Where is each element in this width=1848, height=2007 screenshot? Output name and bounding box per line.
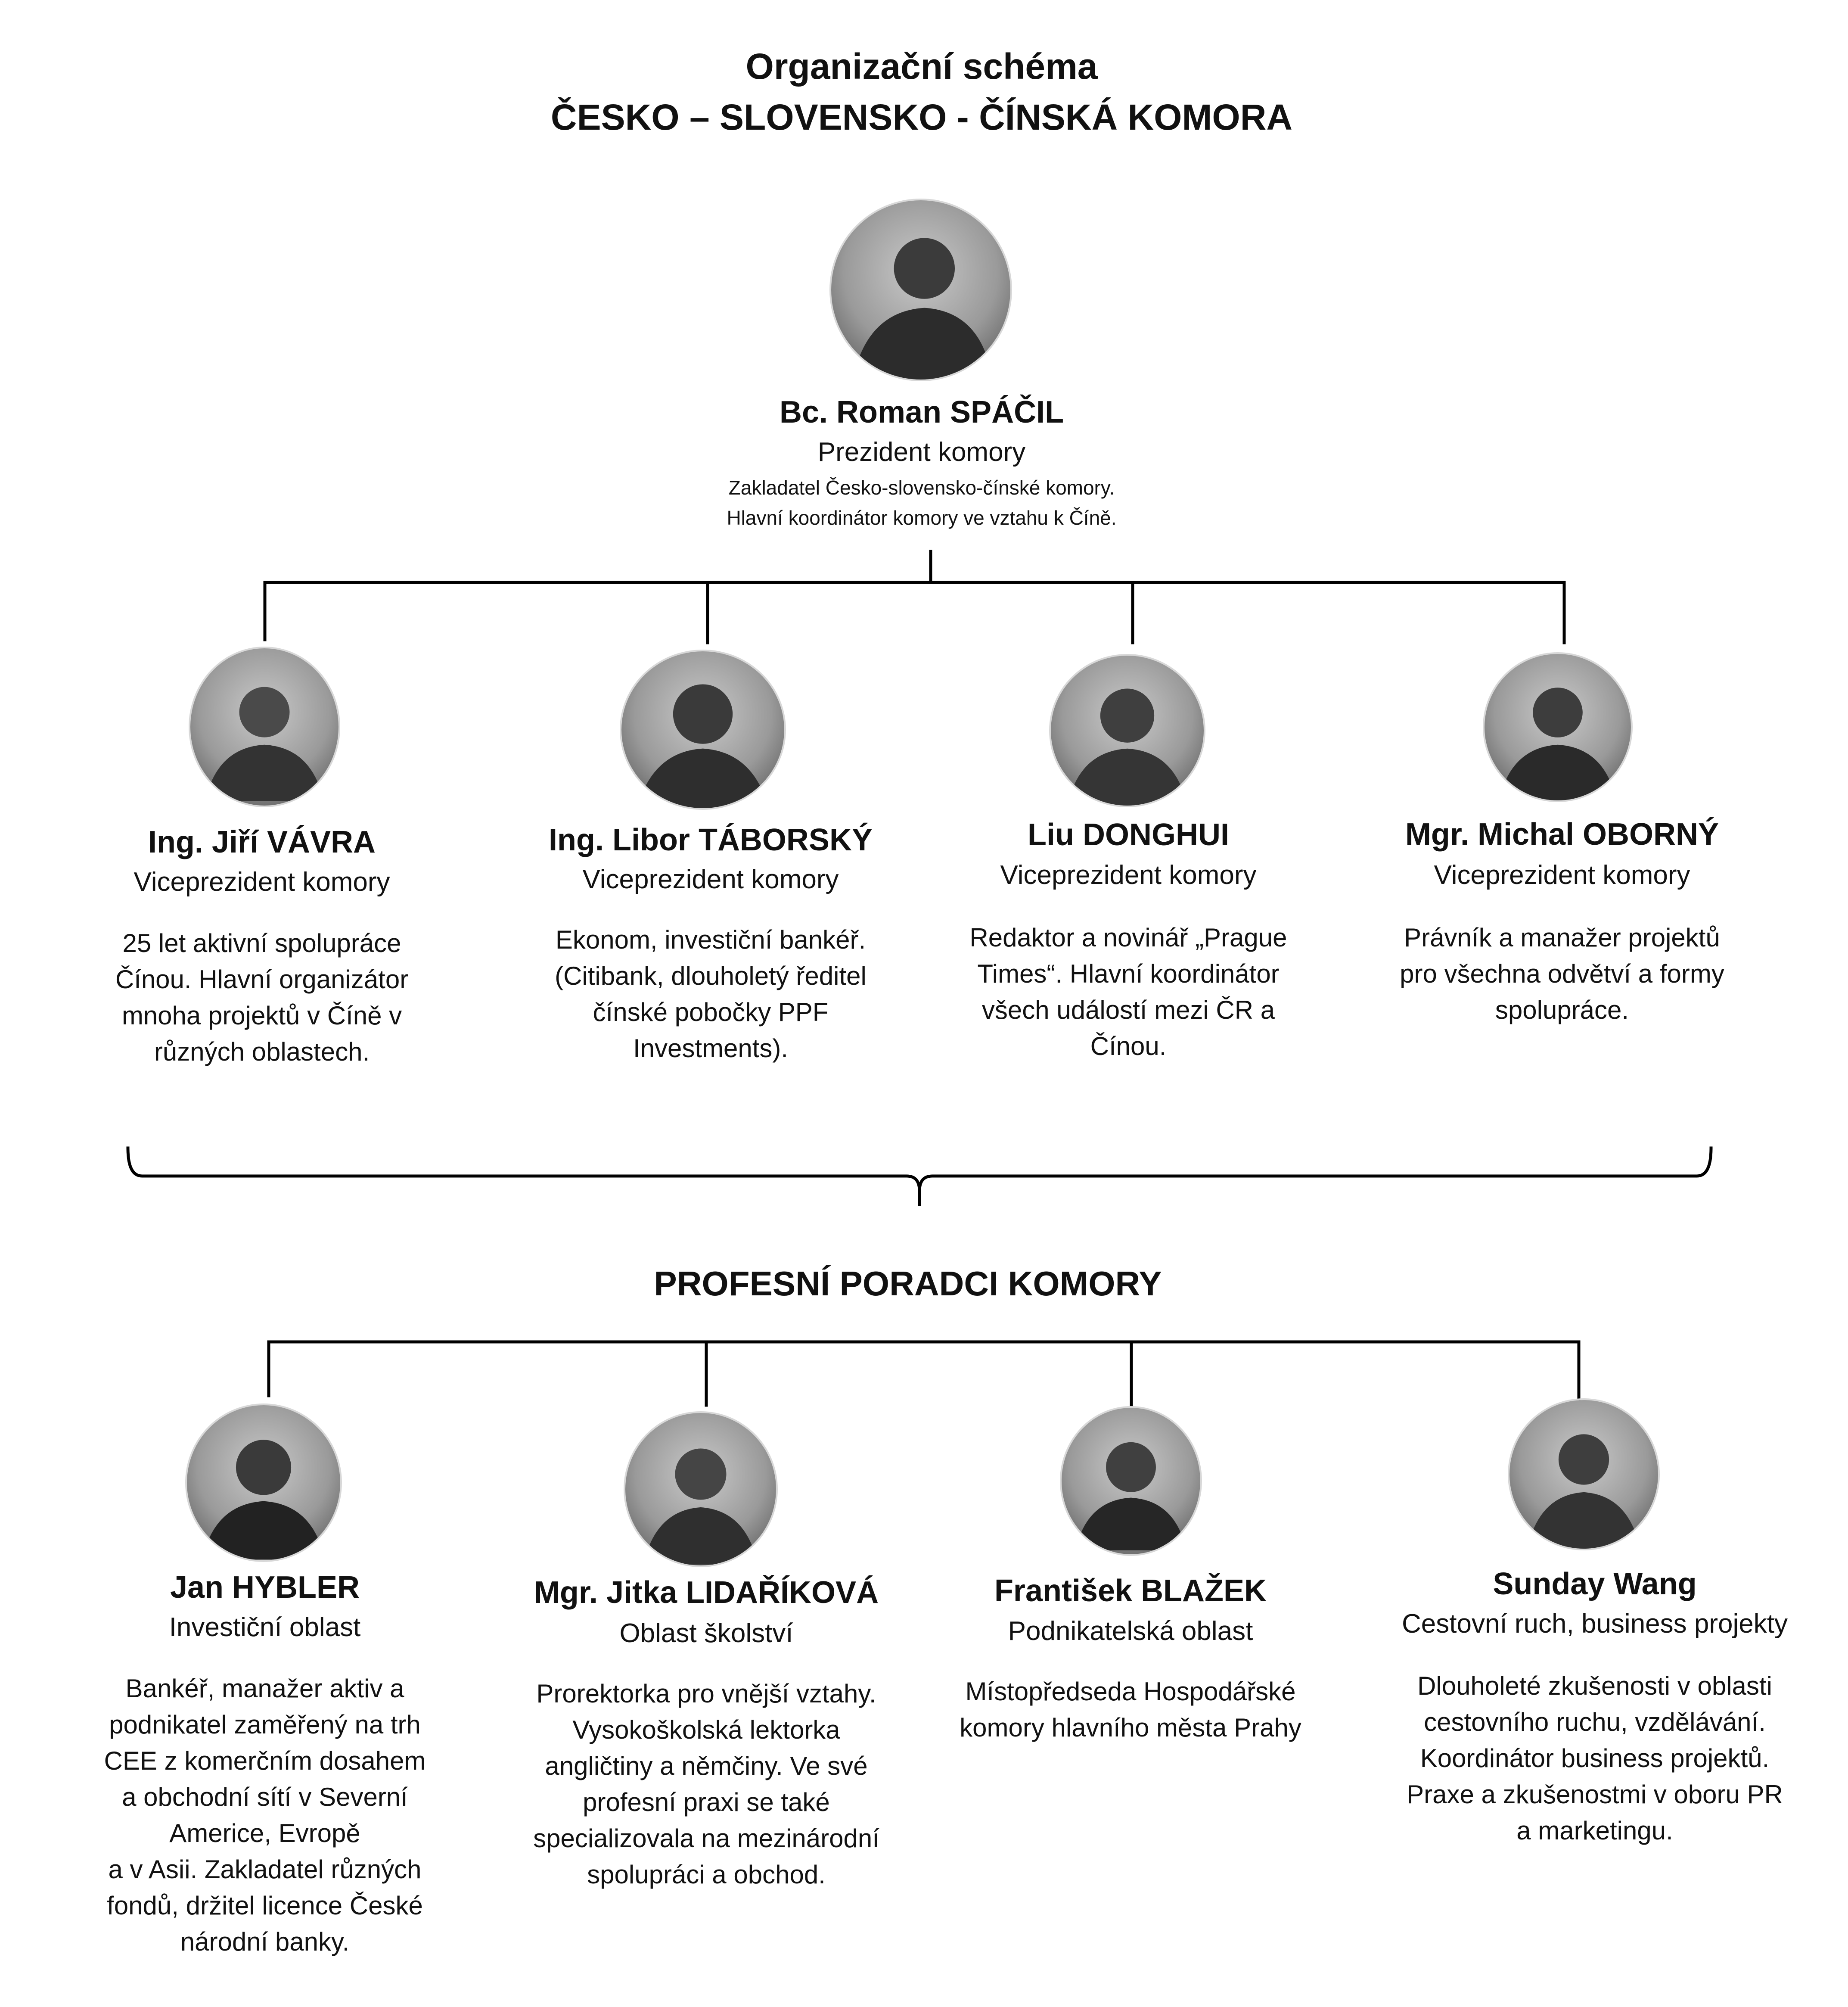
advisor-photo xyxy=(1509,1400,1658,1549)
desc-line: Místopředseda Hospodářské xyxy=(965,1677,1296,1706)
person-silhouette-icon xyxy=(190,648,339,806)
desc-line: mnoha projektů v Číně v xyxy=(121,1001,402,1030)
desc-line: Praxe a zkušenostmi v oboru PR xyxy=(1407,1780,1783,1809)
desc-line: Investments). xyxy=(633,1034,789,1063)
title-line-1: Organizační schéma xyxy=(745,46,1098,87)
desc-line: Times“. Hlavní koordinátor xyxy=(977,959,1280,988)
advisor-name: Sunday Wang xyxy=(1493,1567,1697,1601)
desc-line: fondů, držitel licence České xyxy=(107,1891,423,1920)
vice-president-name: Ing. Jiří VÁVRA xyxy=(148,825,376,859)
desc-line: různých oblastech. xyxy=(154,1037,370,1066)
advisor-description xyxy=(1379,1668,1810,1849)
group-brace xyxy=(128,1148,1711,1206)
desc-line: Bankéř, manažer aktiv a xyxy=(125,1674,404,1703)
vice-president-photo xyxy=(1485,654,1631,800)
advisor-description xyxy=(71,1671,459,1960)
vice-president-description xyxy=(935,920,1322,1064)
desc-line: národní banky. xyxy=(180,1927,350,1956)
advisor-role: Podnikatelská oblast xyxy=(1008,1616,1253,1646)
president-photo xyxy=(831,200,1010,380)
desc-line: a v Asii. Zakladatel různých xyxy=(108,1855,422,1884)
vice-president-role: Viceprezident komory xyxy=(1434,860,1690,890)
vice-president-role: Viceprezident komory xyxy=(134,867,390,897)
advisor-description xyxy=(500,1676,913,1893)
desc-line: a obchodní sítí v Severní xyxy=(122,1783,408,1811)
desc-line: profesní praxi se také xyxy=(583,1788,830,1817)
person-silhouette-icon xyxy=(621,651,784,808)
desc-line: čínské pobočky PPF xyxy=(593,998,829,1027)
person-silhouette-icon xyxy=(187,1405,340,1560)
person-silhouette-icon xyxy=(1485,654,1631,800)
vice-president-name: Ing. Libor TÁBORSKÝ xyxy=(549,823,873,857)
advisor-name: František BLAŽEK xyxy=(994,1574,1267,1608)
desc-line: Právník a manažer projektů xyxy=(1404,923,1720,952)
advisor-name: Jan HYBLER xyxy=(170,1570,360,1605)
president-note-1: Zakladatel Česko-slovensko-čínské komory. xyxy=(728,476,1115,499)
desc-line: specializovala na mezinárodní xyxy=(533,1824,879,1853)
chart-title xyxy=(551,41,1292,143)
desc-line: pro všechna odvětví a formy xyxy=(1400,959,1724,988)
desc-line: a marketingu. xyxy=(1516,1816,1673,1845)
vice-president-description xyxy=(504,922,917,1067)
person-silhouette-icon xyxy=(1051,656,1204,806)
advisor-name: Mgr. Jitka LIDAŘÍKOVÁ xyxy=(534,1575,879,1610)
president-name: Bc. Roman SPÁČIL xyxy=(779,395,1064,429)
desc-line: cestovního ruchu, vzdělávání. xyxy=(1424,1708,1766,1736)
president-role: Prezident komory xyxy=(817,437,1026,467)
desc-line: Ekonom, investiční bankéř. xyxy=(555,925,866,954)
desc-line: CEE z komerčním dosahem xyxy=(104,1746,426,1775)
person-silhouette-icon xyxy=(625,1413,776,1565)
title-line-2: ČESKO – SLOVENSKO - ČÍNSKÁ KOMORA xyxy=(550,97,1293,137)
advisor-photo xyxy=(625,1413,776,1565)
desc-line: Koordinátor business projektů. xyxy=(1420,1744,1770,1773)
desc-line: všech událostí mezi ČR a xyxy=(981,996,1275,1024)
person-silhouette-icon xyxy=(1062,1408,1200,1554)
vice-president-name: Liu DONGHUI xyxy=(1028,818,1229,852)
advisors-heading: PROFESNÍ PORADCI KOMORY xyxy=(654,1264,1162,1303)
person-silhouette-icon xyxy=(831,200,1010,380)
vice-president-role: Viceprezident komory xyxy=(1000,860,1257,890)
vice-president-photo xyxy=(190,648,339,806)
desc-line: Vysokoškolská lektorka xyxy=(572,1715,840,1744)
advisor-role: Cestovní ruch, business projekty xyxy=(1402,1609,1788,1639)
desc-line: spolupráce. xyxy=(1495,996,1629,1024)
person-silhouette-icon xyxy=(1509,1400,1658,1549)
desc-line: Americe, Evropě xyxy=(169,1819,360,1848)
vice-president-photo xyxy=(1051,656,1204,806)
desc-line: Prorektorka pro vnější vztahy. xyxy=(536,1679,876,1708)
desc-line: angličtiny a němčiny. Ve své xyxy=(545,1752,868,1780)
president-note-2: Hlavní koordinátor komory ve vztahu k Číně. xyxy=(727,507,1117,529)
desc-line: podnikatel zaměřený na trh xyxy=(109,1710,421,1739)
vice-president-description xyxy=(68,925,456,1070)
desc-line: 25 let aktivní spolupráce xyxy=(122,929,401,958)
vice-president-photo xyxy=(621,651,784,808)
advisor-photo xyxy=(1062,1408,1200,1554)
vice-president-description xyxy=(1368,920,1756,1028)
advisor-role: Investiční oblast xyxy=(169,1612,361,1642)
desc-line: komory hlavního města Prahy xyxy=(960,1713,1301,1742)
advisor-role: Oblast školství xyxy=(619,1618,793,1648)
vice-president-role: Viceprezident komory xyxy=(582,865,839,894)
desc-line: Čínou. Hlavní organizátor xyxy=(115,965,409,994)
desc-line: Dlouholeté zkušenosti v oblasti xyxy=(1417,1671,1772,1700)
desc-line: (Citibank, dlouholetý ředitel xyxy=(555,961,867,990)
advisor-photo xyxy=(187,1405,340,1560)
desc-line: Redaktor a novinář „Prague xyxy=(969,923,1287,952)
advisor-description xyxy=(937,1674,1324,1746)
desc-line: spolupráci a obchod. xyxy=(587,1860,826,1889)
vice-president-name: Mgr. Michal OBORNÝ xyxy=(1405,817,1719,852)
desc-line: Čínou. xyxy=(1090,1032,1167,1061)
